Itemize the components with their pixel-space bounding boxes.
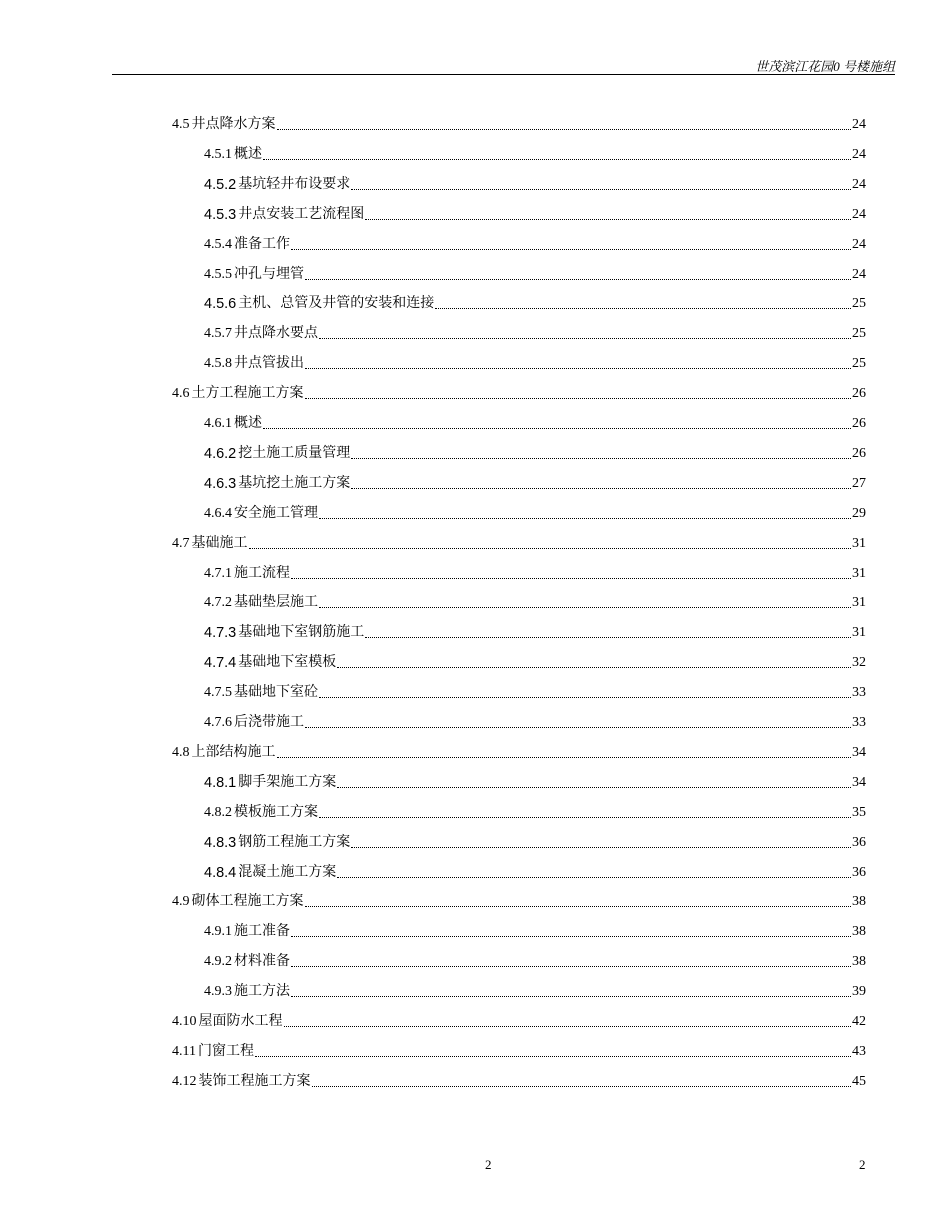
toc-entry-number: 4.8.2 bbox=[204, 804, 232, 820]
toc-leader-dots bbox=[319, 816, 851, 818]
toc-entry-page: 33 bbox=[852, 715, 866, 730]
toc-entry-title: 砌体工程施工方案 bbox=[191, 894, 304, 910]
toc-entry-title: 基础垫层施工 bbox=[234, 595, 318, 611]
toc-entry-number: 4.7.2 bbox=[204, 595, 232, 611]
toc-entry-number: 4.7.3 bbox=[204, 625, 237, 642]
toc-leader-dots bbox=[305, 278, 851, 280]
toc-entry-page: 42 bbox=[852, 1014, 866, 1029]
toc-entry-title: 基础地下室砼 bbox=[234, 685, 318, 701]
toc-entry-title: 后浇带施工 bbox=[234, 715, 304, 730]
toc-entry[interactable] bbox=[204, 409, 866, 433]
toc-entry-number: 4.5.4 bbox=[204, 236, 232, 252]
toc-entry[interactable] bbox=[172, 110, 866, 134]
toc-leader-dots bbox=[319, 337, 851, 339]
toc-entry[interactable] bbox=[204, 828, 866, 852]
toc-entry[interactable] bbox=[204, 200, 866, 224]
toc-entry-number: 4.7.1 bbox=[204, 565, 232, 581]
toc-leader-dots bbox=[284, 1025, 852, 1027]
toc-entry-title: 概述 bbox=[234, 146, 262, 162]
toc-entry[interactable] bbox=[204, 678, 866, 702]
toc-entry[interactable] bbox=[204, 230, 866, 254]
toc-entry[interactable] bbox=[172, 738, 866, 762]
toc-leader-dots bbox=[365, 218, 851, 220]
toc-entry-number: 4.5.7 bbox=[204, 326, 232, 342]
toc-entry-page: 31 bbox=[852, 565, 866, 581]
toc-entry-title: 基础地下室模板 bbox=[238, 655, 337, 671]
toc-leader-dots bbox=[305, 367, 851, 369]
toc-entry-page: 26 bbox=[852, 386, 866, 402]
toc-entry-title: 基坑挖土施工方案 bbox=[238, 475, 351, 491]
toc-entry[interactable] bbox=[204, 140, 866, 164]
toc-entry-page: 25 bbox=[852, 296, 866, 312]
toc-entry-title: 装饰工程施工方案 bbox=[198, 1073, 311, 1089]
toc-entry-number: 4.10 bbox=[172, 1014, 197, 1029]
toc-entry[interactable] bbox=[204, 977, 866, 1001]
toc-entry-title: 脚手架施工方案 bbox=[238, 774, 337, 790]
toc-entry-page: 35 bbox=[852, 804, 866, 820]
toc-leader-dots bbox=[305, 905, 852, 907]
toc-entry-number: 4.5.3 bbox=[204, 206, 237, 223]
toc-entry-number: 4.8 bbox=[172, 744, 190, 760]
toc-entry-page: 31 bbox=[852, 535, 866, 551]
toc-entry-number: 4.8.4 bbox=[204, 864, 237, 881]
toc-entry-title: 基坑轻井布设要求 bbox=[238, 176, 351, 192]
toc-entry-title: 施工方法 bbox=[234, 984, 290, 1000]
toc-entry-page: 39 bbox=[852, 984, 866, 1000]
toc-entry-number: 4.9.3 bbox=[204, 984, 232, 1000]
toc-leader-dots bbox=[291, 935, 851, 937]
toc-entry-title: 土方工程施工方案 bbox=[191, 386, 304, 402]
toc-entry[interactable] bbox=[204, 917, 866, 941]
toc-entry-page: 26 bbox=[852, 416, 866, 431]
toc-entry[interactable] bbox=[172, 529, 866, 553]
toc-entry-title: 钢筋工程施工方案 bbox=[238, 834, 351, 850]
toc-entry[interactable] bbox=[204, 260, 866, 284]
toc-entry-number: 4.6.2 bbox=[204, 445, 237, 462]
toc-entry-page: 29 bbox=[852, 505, 866, 521]
toc-entry-number: 4.5.1 bbox=[204, 146, 232, 162]
toc-leader-dots bbox=[319, 606, 851, 608]
toc-entry-title: 施工流程 bbox=[234, 565, 290, 581]
toc-leader-dots bbox=[291, 965, 851, 967]
toc-leader-dots bbox=[351, 487, 851, 489]
toc-entry-title: 主机、总管及井管的安装和连接 bbox=[238, 296, 435, 312]
toc-leader-dots bbox=[351, 846, 851, 848]
toc-entry[interactable] bbox=[172, 1037, 866, 1061]
toc-entry-number: 4.9.2 bbox=[204, 954, 232, 970]
toc-leader-dots bbox=[319, 696, 851, 698]
toc-entry-page: 25 bbox=[852, 356, 866, 372]
toc-entry-number: 4.7.6 bbox=[204, 715, 232, 730]
toc-entry-page: 24 bbox=[852, 206, 866, 222]
toc-entry-page: 24 bbox=[852, 266, 866, 282]
toc-entry[interactable] bbox=[204, 499, 866, 523]
toc-entry[interactable] bbox=[204, 588, 866, 612]
toc-entry-page: 38 bbox=[852, 924, 866, 940]
toc-entry-page: 34 bbox=[852, 774, 866, 790]
toc-entry[interactable] bbox=[204, 439, 866, 463]
toc-entry-number: 4.5.2 bbox=[204, 176, 237, 193]
toc-entry[interactable] bbox=[204, 319, 866, 343]
toc-entry-number: 4.7.5 bbox=[204, 685, 232, 701]
toc-leader-dots bbox=[255, 1055, 851, 1057]
toc-entry-title: 井点安装工艺流程图 bbox=[238, 206, 365, 222]
toc-entry-title: 混凝土施工方案 bbox=[238, 864, 337, 880]
toc-entry-title: 施工准备 bbox=[234, 924, 290, 940]
toc-entry-title: 上部结构施工 bbox=[191, 744, 276, 760]
toc-entry-title: 井点降水方案 bbox=[191, 117, 276, 132]
toc-entry[interactable] bbox=[204, 618, 866, 642]
toc-entry-number: 4.12 bbox=[172, 1073, 197, 1089]
toc-leader-dots bbox=[337, 876, 851, 878]
toc-leader-dots bbox=[337, 786, 851, 788]
header-title: 世茂滨江花园0 号楼施组 bbox=[755, 59, 895, 74]
toc-leader-dots bbox=[291, 995, 851, 997]
toc-entry-page: 34 bbox=[852, 744, 866, 760]
toc-entry-number: 4.8.3 bbox=[204, 834, 237, 851]
toc-entry-number: 4.5.5 bbox=[204, 266, 232, 282]
toc-entry-page: 25 bbox=[852, 326, 866, 342]
toc-entry-page: 24 bbox=[852, 176, 866, 192]
toc-leader-dots bbox=[305, 726, 851, 728]
toc-entry-number: 4.9 bbox=[172, 894, 190, 910]
toc-entry-page: 24 bbox=[852, 236, 866, 252]
toc-leader-dots bbox=[277, 128, 852, 130]
toc-entry-page: 24 bbox=[852, 117, 866, 132]
toc-entry-number: 4.6.1 bbox=[204, 416, 232, 431]
toc-entry-title: 门窗工程 bbox=[197, 1043, 254, 1059]
toc-entry[interactable] bbox=[172, 887, 866, 911]
toc-entry-page: 38 bbox=[852, 894, 866, 910]
toc-entry[interactable] bbox=[204, 798, 866, 822]
toc-entry[interactable] bbox=[204, 947, 866, 971]
toc-leader-dots bbox=[277, 756, 852, 758]
toc-entry-number: 4.5.8 bbox=[204, 356, 232, 372]
toc-entry[interactable] bbox=[172, 379, 866, 403]
toc-leader-dots bbox=[365, 636, 851, 638]
toc-entry-title: 材料准备 bbox=[234, 954, 290, 970]
toc-entry[interactable] bbox=[204, 648, 866, 672]
toc-entry-title: 基础施工 bbox=[191, 535, 248, 551]
toc-entry-title: 井点管拔出 bbox=[234, 356, 304, 372]
toc-entry-number: 4.9.1 bbox=[204, 924, 232, 940]
toc-entry-title: 准备工作 bbox=[234, 236, 290, 252]
page-header bbox=[112, 52, 895, 75]
toc-entry-page: 31 bbox=[852, 625, 866, 641]
toc-entry-title: 屋面防水工程 bbox=[198, 1014, 283, 1029]
toc-entry-page: 43 bbox=[852, 1043, 866, 1059]
toc-leader-dots bbox=[337, 666, 851, 668]
toc-entry[interactable] bbox=[204, 708, 866, 732]
toc-entry[interactable] bbox=[172, 1067, 866, 1091]
toc-entry-number: 4.5 bbox=[172, 117, 190, 132]
toc-entry-page: 36 bbox=[852, 834, 866, 850]
toc-entry-title: 概述 bbox=[234, 416, 262, 431]
toc-entry-number: 4.6 bbox=[172, 386, 190, 402]
toc-entry-number: 4.6.3 bbox=[204, 475, 237, 492]
toc-entry[interactable] bbox=[204, 469, 866, 493]
toc-entry-title: 井点降水要点 bbox=[234, 326, 318, 342]
toc-entry-page: 26 bbox=[852, 445, 866, 461]
toc-entry-title: 挖土施工质量管理 bbox=[238, 445, 351, 461]
toc-entry[interactable] bbox=[204, 170, 866, 194]
toc-leader-dots bbox=[351, 457, 851, 459]
toc-leader-dots bbox=[435, 307, 851, 309]
toc-entry[interactable] bbox=[172, 1007, 866, 1031]
toc-leader-dots bbox=[291, 248, 851, 250]
toc-leader-dots bbox=[263, 427, 851, 429]
toc-entry[interactable] bbox=[204, 768, 866, 792]
toc-entry-page: 24 bbox=[852, 146, 866, 162]
toc-entry[interactable] bbox=[204, 559, 866, 583]
toc-leader-dots bbox=[249, 547, 852, 549]
toc-entry-title: 基础地下室钢筋施工 bbox=[238, 625, 365, 641]
toc-entry[interactable] bbox=[204, 289, 866, 313]
toc-entry[interactable] bbox=[204, 858, 866, 882]
toc-leader-dots bbox=[291, 577, 851, 579]
toc-leader-dots bbox=[319, 517, 851, 519]
toc-entry-number: 4.6.4 bbox=[204, 505, 232, 521]
toc-entry-page: 45 bbox=[852, 1073, 866, 1089]
toc-leader-dots bbox=[305, 397, 852, 399]
toc-leader-dots bbox=[312, 1085, 852, 1087]
toc-entry-title: 冲孔与埋管 bbox=[234, 266, 304, 282]
toc-entry-page: 38 bbox=[852, 954, 866, 970]
footer-page-number-center: 2 bbox=[485, 1157, 492, 1172]
toc-entry-number: 4.5.6 bbox=[204, 296, 237, 313]
toc-entry-page: 32 bbox=[852, 655, 866, 671]
toc-entry-number: 4.7 bbox=[172, 535, 190, 551]
toc-entry-number: 4.11 bbox=[172, 1043, 196, 1059]
toc-entry-page: 31 bbox=[852, 595, 866, 611]
toc-entry-number: 4.8.1 bbox=[204, 774, 237, 791]
toc-entry[interactable] bbox=[204, 349, 866, 373]
toc-entry-page: 36 bbox=[852, 864, 866, 880]
toc-entry-page: 33 bbox=[852, 685, 866, 701]
toc-entry-title: 模板施工方案 bbox=[234, 804, 318, 820]
footer-page-number-right: 2 bbox=[859, 1157, 866, 1172]
toc-entry-number: 4.7.4 bbox=[204, 655, 237, 672]
toc-leader-dots bbox=[351, 188, 851, 190]
toc-entry-page: 27 bbox=[852, 475, 866, 491]
toc-entry-title: 安全施工管理 bbox=[234, 505, 318, 521]
toc-leader-dots bbox=[263, 158, 851, 160]
